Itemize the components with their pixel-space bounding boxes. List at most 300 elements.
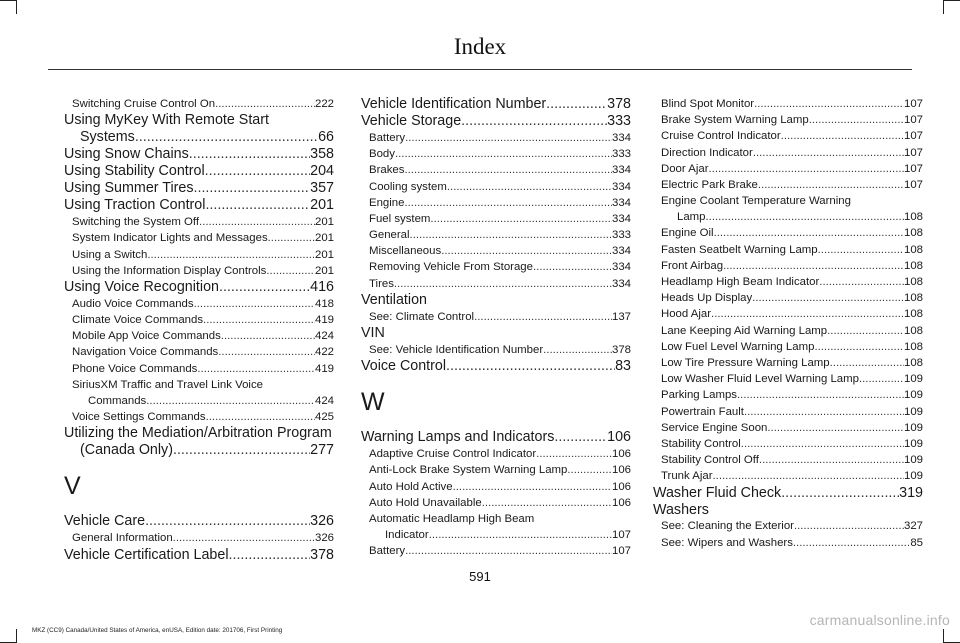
- entry-text-line1: SiriusXM Traffic and Travel Link Voice: [72, 378, 263, 391]
- entry-page-number: 357: [310, 180, 334, 197]
- entry-page-number: 424: [314, 330, 334, 343]
- entry-text: Using Voice Recognition: [64, 278, 219, 295]
- dot-leader: [197, 361, 315, 377]
- crop-mark: [943, 629, 944, 643]
- entry-page-number: 85: [910, 536, 923, 549]
- dot-leader: [474, 309, 612, 325]
- entry-page-number: 108: [903, 243, 923, 256]
- index-entry[interactable]: [64, 146, 334, 163]
- crop-mark: [16, 0, 17, 14]
- entry-text: See: Cleaning the Exterior: [661, 520, 794, 533]
- entry-page-number: 334: [611, 212, 631, 225]
- index-entry[interactable]: [64, 163, 334, 180]
- index-subentry[interactable]: [361, 495, 631, 511]
- index-column-3: [653, 96, 923, 551]
- entry-text: Service Engine Soon: [661, 421, 768, 434]
- entry-text: Cooling system: [369, 180, 447, 193]
- entry-text: Parking Lamps: [661, 389, 737, 402]
- dot-leader: [229, 547, 311, 564]
- index-entry[interactable]: [64, 197, 334, 214]
- dot-leader: [781, 128, 904, 144]
- entry-page-number: 201: [314, 232, 334, 245]
- dot-leader: [395, 146, 612, 162]
- index-subentry[interactable]: [653, 371, 923, 387]
- entry-page-number: 107: [903, 97, 923, 110]
- index-subentry[interactable]: [361, 462, 631, 478]
- dot-leader: [446, 358, 615, 375]
- dot-leader: [533, 259, 612, 275]
- dot-leader: [215, 96, 315, 112]
- entry-page-number: 334: [611, 180, 631, 193]
- index-subentry[interactable]: [64, 328, 334, 344]
- entry-text: Engine Oil: [661, 227, 714, 240]
- index-column-1: [64, 96, 334, 564]
- dot-leader: [394, 276, 612, 292]
- entry-text: Mobile App Voice Commands: [72, 330, 221, 343]
- dot-leader: [410, 227, 612, 243]
- dot-leader: [714, 225, 904, 241]
- entry-page-number: 108: [903, 276, 923, 289]
- entry-page-number: 201: [314, 248, 334, 261]
- index-subentry[interactable]: [361, 511, 631, 543]
- dot-leader: [268, 230, 315, 246]
- dot-leader: [794, 518, 904, 534]
- entry-text: Stability Control Off: [661, 454, 759, 467]
- entry-text: General Information: [72, 532, 173, 545]
- index-subentry[interactable]: [653, 112, 923, 128]
- entry-text: Using Traction Control: [64, 197, 206, 214]
- entry-text: Using Summer Tires: [64, 180, 194, 197]
- entry-page-number: 107: [611, 529, 631, 542]
- entry-page-number: 106: [611, 480, 631, 493]
- dot-leader: [146, 393, 315, 409]
- entry-text: Blind Spot Monitor: [661, 97, 755, 110]
- crop-mark: [0, 0, 16, 1]
- dot-leader: [205, 197, 310, 214]
- entry-text: Vehicle Storage: [361, 113, 462, 129]
- entry-text: Using a Switch: [72, 248, 148, 261]
- entry-page-number: 106: [611, 464, 631, 477]
- entry-text: Switching Cruise Control On: [72, 97, 216, 110]
- index-subentry[interactable]: [64, 361, 334, 377]
- entry-page-number: 334: [611, 245, 631, 258]
- entry-page-number: 378: [310, 546, 334, 563]
- entry-page-number: 107: [903, 162, 923, 175]
- entry-page-number: 333: [607, 113, 631, 129]
- entry-page-number: 108: [903, 308, 923, 321]
- index-subentry[interactable]: [64, 409, 334, 425]
- entry-text: Heads Up Display: [661, 292, 753, 305]
- entry-page-number: 326: [310, 513, 334, 530]
- index-entry[interactable]: [64, 513, 334, 530]
- index-subentry[interactable]: [361, 227, 631, 243]
- dot-leader: [754, 96, 904, 112]
- index-entry[interactable]: [361, 358, 631, 375]
- index-subentry[interactable]: [361, 543, 631, 559]
- entry-page-number: 106: [611, 448, 631, 461]
- index-column-2: [361, 96, 631, 560]
- dot-leader: [758, 177, 904, 193]
- entry-page-number: 277: [310, 442, 334, 459]
- dot-leader: [194, 180, 311, 197]
- entry-page-number: 326: [314, 532, 334, 545]
- index-subentry[interactable]: [653, 242, 923, 258]
- index-subentry[interactable]: [653, 145, 923, 161]
- entry-page-number: 319: [899, 484, 923, 501]
- entry-text: Lane Keeping Aid Warning Lamp: [661, 324, 828, 337]
- entry-text: Removing Vehicle From Storage: [369, 261, 533, 274]
- entry-text: Powertrain Fault: [661, 405, 744, 418]
- index-subentry[interactable]: [361, 260, 631, 276]
- entry-text: Auto Hold Unavailable: [369, 496, 482, 509]
- entry-page-number: 378: [611, 344, 631, 357]
- dot-leader: [781, 485, 899, 502]
- index-subentry[interactable]: [361, 276, 631, 292]
- dot-leader: [405, 543, 612, 559]
- page-title: Index: [453, 34, 507, 59]
- index-letter-heading: V: [64, 472, 81, 501]
- entry-page-number: 108: [903, 211, 923, 224]
- index-subentry[interactable]: [653, 306, 923, 322]
- entry-page-number: 109: [903, 373, 923, 386]
- entry-text: Battery: [369, 131, 406, 144]
- title-divider: [48, 69, 912, 70]
- entry-text: Warning Lamps and Indicators: [361, 429, 555, 446]
- dot-leader: [536, 446, 612, 462]
- index-subentry[interactable]: [653, 452, 923, 468]
- dot-leader: [441, 243, 612, 259]
- entry-text: Door Ajar: [661, 162, 709, 175]
- entry-text: Navigation Voice Commands: [72, 346, 219, 359]
- dot-leader: [218, 344, 315, 360]
- entry-text: Vehicle Certification Label: [64, 546, 229, 563]
- index-subentry[interactable]: [653, 355, 923, 371]
- entry-page-number: 358: [310, 146, 334, 163]
- index-entry[interactable]: [361, 429, 631, 446]
- entry-text: See: Vehicle Identification Number: [369, 344, 544, 357]
- index-entry[interactable]: [653, 485, 923, 502]
- entry-text: Using the Information Display Controls: [72, 264, 267, 277]
- entry-text: Tires: [369, 277, 394, 290]
- entry-page-number: 334: [611, 196, 631, 209]
- index-subentry[interactable]: [64, 263, 334, 279]
- index-subentry[interactable]: [64, 377, 334, 409]
- entry-text-line1: Utilizing the Mediation/Arbitration Program: [64, 425, 332, 442]
- dot-leader: [135, 129, 318, 146]
- entry-page-number: 106: [611, 496, 631, 509]
- entry-page-number: 108: [903, 356, 923, 369]
- index-subentry[interactable]: [64, 530, 334, 546]
- dot-leader: [827, 323, 904, 339]
- dot-leader: [554, 429, 607, 446]
- entry-page-number: 109: [903, 470, 923, 483]
- dot-leader: [706, 209, 904, 225]
- entry-text: Anti-Lock Brake System Warning Lamp: [369, 464, 568, 477]
- dot-leader: [447, 179, 612, 195]
- index-subentry[interactable]: [361, 146, 631, 162]
- index-subentry[interactable]: [653, 290, 923, 306]
- entry-text: Body: [369, 148, 395, 161]
- index-subentry[interactable]: [64, 312, 334, 328]
- entry-text: Lamp: [677, 211, 706, 224]
- index-entry[interactable]: [64, 180, 334, 197]
- dot-leader: [205, 163, 310, 180]
- entry-text: Auto Hold Active: [369, 480, 453, 493]
- entry-page-number: 201: [314, 216, 334, 229]
- dot-leader: [737, 387, 904, 403]
- dot-leader: [145, 513, 310, 530]
- crop-mark: [944, 0, 960, 1]
- index-heading: VIN: [361, 325, 385, 342]
- entry-page-number: 424: [314, 395, 334, 408]
- entry-text: Indicator: [385, 529, 429, 542]
- entry-text: Battery: [369, 545, 406, 558]
- entry-page-number: 107: [903, 130, 923, 143]
- entry-text: Engine: [369, 196, 405, 209]
- dot-leader: [203, 312, 315, 328]
- entry-page-number: 425: [314, 411, 334, 424]
- entry-text: Direction Indicator: [661, 146, 753, 159]
- dot-leader: [767, 420, 904, 436]
- entry-text: Voice Settings Commands: [72, 411, 206, 424]
- dot-leader: [809, 112, 904, 128]
- dot-leader: [711, 306, 904, 322]
- entry-text: Low Tire Pressure Warning Lamp: [661, 356, 830, 369]
- dot-leader: [859, 371, 904, 387]
- entry-page-number: 137: [611, 310, 631, 323]
- dot-leader: [819, 274, 904, 290]
- entry-page-number: 334: [611, 277, 631, 290]
- index-entry[interactable]: [64, 425, 334, 459]
- index-letter-heading: W: [361, 388, 385, 417]
- entry-text: Brake System Warning Lamp: [661, 114, 809, 127]
- index-subentry[interactable]: [361, 195, 631, 211]
- entry-text: Fasten Seatbelt Warning Lamp: [661, 243, 818, 256]
- entry-page-number: 109: [903, 405, 923, 418]
- dot-leader: [430, 211, 612, 227]
- entry-text: Trunk Ajar: [661, 470, 713, 483]
- entry-page-number: 201: [310, 197, 334, 214]
- dot-leader: [713, 468, 904, 484]
- dot-leader: [759, 452, 904, 468]
- dot-leader: [189, 146, 310, 163]
- index-subentry[interactable]: [653, 177, 923, 193]
- entry-page-number: 108: [903, 324, 923, 337]
- entry-page-number: 107: [903, 114, 923, 127]
- entry-text: Vehicle Care: [64, 513, 146, 530]
- entry-text: Stability Control: [661, 437, 741, 450]
- dot-leader: [173, 530, 315, 546]
- entry-page-number: 418: [314, 297, 334, 310]
- index-subentry[interactable]: [653, 339, 923, 355]
- index-subentry[interactable]: [361, 162, 631, 178]
- index-subentry[interactable]: [653, 404, 923, 420]
- index-subentry[interactable]: [653, 226, 923, 242]
- dot-leader: [194, 296, 315, 312]
- dot-leader: [818, 242, 904, 258]
- dot-leader: [546, 96, 607, 113]
- entry-page-number: 378: [607, 96, 631, 112]
- dot-leader: [482, 495, 612, 511]
- entry-text: Front Airbag: [661, 259, 724, 272]
- index-subentry[interactable]: [653, 323, 923, 339]
- index-subentry[interactable]: [653, 468, 923, 484]
- dot-leader: [219, 279, 310, 296]
- index-subentry[interactable]: [361, 446, 631, 462]
- index-subentry[interactable]: [64, 296, 334, 312]
- index-subentry[interactable]: [361, 179, 631, 195]
- entry-page-number: 109: [903, 454, 923, 467]
- entry-page-number: 204: [310, 163, 334, 180]
- index-subentry[interactable]: [64, 345, 334, 361]
- dot-leader: [723, 258, 904, 274]
- index-subentry[interactable]: [361, 243, 631, 259]
- entry-page-number: 106: [607, 429, 631, 446]
- edition-footer: MKZ (CC9) Canada/United States of America, enUSA, Edition date: 201706, First Printing: [32, 627, 283, 634]
- dot-leader: [453, 479, 612, 495]
- entry-page-number: 107: [903, 178, 923, 191]
- entry-page-number: 419: [314, 314, 334, 327]
- dot-leader: [793, 535, 910, 551]
- entry-page-number: 109: [903, 421, 923, 434]
- entry-text: General: [369, 229, 410, 242]
- index-subentry[interactable]: [653, 96, 923, 112]
- entry-text: Low Fuel Level Warning Lamp: [661, 340, 815, 353]
- dot-leader: [429, 527, 612, 543]
- entry-page-number: 334: [611, 261, 631, 274]
- index-subentry[interactable]: [653, 535, 923, 551]
- index-subentry[interactable]: [361, 309, 631, 325]
- entry-page-number: 108: [903, 259, 923, 272]
- entry-page-number: 327: [903, 520, 923, 533]
- dot-leader: [814, 339, 904, 355]
- index-subentry[interactable]: [653, 436, 923, 452]
- dot-leader: [744, 404, 904, 420]
- dot-leader: [461, 113, 607, 130]
- entry-text: Commands: [88, 395, 147, 408]
- index-entry[interactable]: [64, 112, 334, 146]
- entry-page-number: 333: [611, 229, 631, 242]
- entry-text: Audio Voice Commands: [72, 297, 194, 310]
- dot-leader: [753, 145, 904, 161]
- index-heading: Ventilation: [361, 291, 427, 308]
- entry-text: Washer Fluid Check: [653, 484, 782, 501]
- entry-text: Climate Voice Commands: [72, 314, 204, 327]
- entry-page-number: 334: [611, 131, 631, 144]
- entry-text: Fuel system: [369, 212, 431, 225]
- entry-page-number: 419: [314, 362, 334, 375]
- dot-leader: [404, 195, 612, 211]
- dot-leader: [405, 130, 612, 146]
- entry-page-number: 109: [903, 389, 923, 402]
- index-subentry[interactable]: [653, 258, 923, 274]
- entry-text: Systems: [80, 129, 135, 146]
- entry-text: Switching the System Off: [72, 216, 200, 229]
- dot-leader: [404, 162, 612, 178]
- entry-page-number: 109: [903, 437, 923, 450]
- dot-leader: [752, 290, 904, 306]
- entry-text-line1: Using MyKey With Remote Start: [64, 112, 269, 129]
- entry-text: Electric Park Brake: [661, 178, 758, 191]
- index-subentry[interactable]: [64, 247, 334, 263]
- entry-text: Using Snow Chains: [64, 146, 189, 163]
- entry-text: Using Stability Control: [64, 163, 205, 180]
- index-subentry[interactable]: [361, 479, 631, 495]
- entry-page-number: 66: [318, 129, 334, 146]
- dot-leader: [567, 462, 612, 478]
- entry-text: Miscellaneous: [369, 245, 442, 258]
- entry-page-number: 334: [611, 164, 631, 177]
- entry-text: Low Washer Fluid Level Warning Lamp: [661, 373, 859, 386]
- entry-page-number: 108: [903, 340, 923, 353]
- entry-text: Cruise Control Indicator: [661, 130, 781, 143]
- index-subentry[interactable]: [653, 420, 923, 436]
- index-subentry[interactable]: [653, 387, 923, 403]
- entry-page-number: 222: [314, 97, 334, 110]
- entry-text-line1: Automatic Headlamp High Beam: [369, 513, 535, 525]
- index-subentry[interactable]: [361, 130, 631, 146]
- index-entry[interactable]: [64, 279, 334, 296]
- entry-text: Voice Control: [361, 358, 447, 375]
- dot-leader: [199, 214, 315, 230]
- entry-page-number: 416: [310, 278, 334, 295]
- index-entry[interactable]: [64, 547, 334, 564]
- index-subentry[interactable]: [361, 342, 631, 358]
- entry-text: Phone Voice Commands: [72, 362, 198, 375]
- page-number: 591: [469, 569, 491, 584]
- index-entry[interactable]: [361, 113, 631, 130]
- index-entry[interactable]: [361, 96, 631, 113]
- index-subentry[interactable]: [653, 274, 923, 290]
- index-subentry[interactable]: [64, 214, 334, 230]
- entry-page-number: 201: [314, 264, 334, 277]
- dot-leader: [206, 409, 315, 425]
- entry-text: Headlamp High Beam Indicator: [661, 276, 820, 289]
- entry-page-number: 108: [903, 292, 923, 305]
- entry-text: Adaptive Cruise Control Indicator: [369, 448, 537, 461]
- index-subentry[interactable]: [64, 96, 334, 112]
- index-subentry[interactable]: [64, 230, 334, 246]
- index-subentry[interactable]: [653, 128, 923, 144]
- index-subentry[interactable]: [361, 211, 631, 227]
- dot-leader: [708, 161, 904, 177]
- entry-page-number: 108: [903, 227, 923, 240]
- dot-leader: [221, 328, 315, 344]
- entry-text-line1: Engine Coolant Temperature Warning: [661, 195, 851, 208]
- dot-leader: [830, 355, 904, 371]
- crop-mark: [16, 629, 17, 643]
- entry-page-number: 333: [611, 148, 631, 161]
- index-subentry[interactable]: [653, 161, 923, 177]
- entry-text: See: Wipers and Washers: [661, 536, 793, 549]
- watermark: carmanualsonline.info: [809, 612, 950, 628]
- dot-leader: [266, 263, 315, 279]
- dot-leader: [147, 247, 315, 263]
- index-subentry[interactable]: [653, 519, 923, 535]
- dot-leader: [741, 436, 904, 452]
- entry-text: Brakes: [369, 164, 405, 177]
- entry-page-number: 422: [314, 346, 334, 359]
- entry-text: See: Climate Control: [369, 310, 475, 323]
- crop-mark: [943, 0, 944, 14]
- entry-text: (Canada Only): [80, 442, 173, 459]
- entry-text: System Indicator Lights and Messages: [72, 232, 268, 245]
- entry-page-number: 107: [611, 545, 631, 558]
- entry-text: Vehicle Identification Number: [361, 96, 547, 112]
- dot-leader: [543, 342, 612, 358]
- index-subentry[interactable]: [653, 193, 923, 225]
- entry-page-number: 107: [903, 146, 923, 159]
